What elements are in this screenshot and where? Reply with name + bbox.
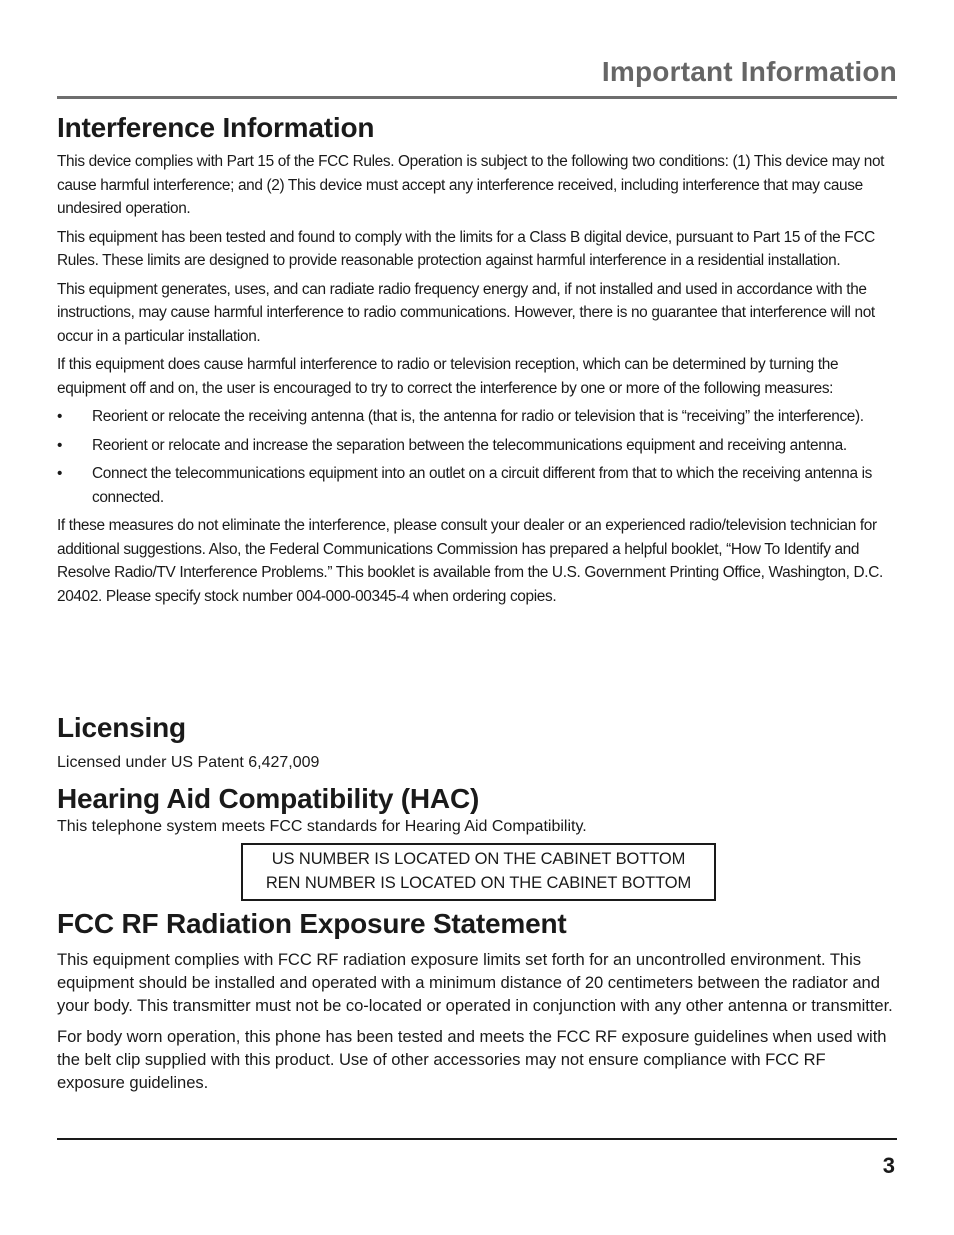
fcc-rf-paragraph: For body worn operation, this phone has been tested and meets the FCC RF exposure guidelines when used with the belt clip supplied with this product. Use of other accessories may not ensure compliance with FCC RF exposure guidelines. [57, 1027, 887, 1092]
bullet-icon: • [57, 465, 63, 482]
fcc-rf-paragraph: This equipment complies with FCC RF radiation exposure limits set forth for an uncontrolled environment. This equipment should be installed and operated with a minimum distance of 20 centimeters between the radiator and your body. This transmitter must not be co-located or operated in conjunction with any other antenna or transmitter. [57, 950, 893, 1015]
interference-paragraph: If this equipment does cause harmful interference to radio or television reception, which can be determined by turning the equipment off and on, the user is encouraged to try to correct the interference by one or more of the following measures: [57, 356, 839, 397]
notice-line-us: US NUMBER IS LOCATED ON THE CABINET BOTTOM [271, 850, 686, 868]
interference-heading: Interference Information [57, 112, 375, 143]
interference-body [57, 150, 897, 608]
list-item-text: Reorient or relocate the receiving antenna (that is, the antenna for radio or television that is “receiving” the interference). [92, 408, 864, 425]
notice-line-ren: REN NUMBER IS LOCATED ON THE CABINET BOTTOM [265, 874, 692, 892]
header-rule [57, 96, 897, 99]
list-item [57, 434, 897, 458]
fcc-rf-body [57, 948, 897, 1094]
fcc-rf-heading: FCC RF Radiation Exposure Statement [57, 908, 567, 939]
bullet-icon: • [57, 436, 63, 454]
cabinet-notice-box [241, 843, 716, 901]
page-number: 3 [882, 1153, 895, 1178]
hac-section [57, 781, 897, 837]
list-item-text: Reorient or relocate and increase the separation between the telecommunications equipment and receiving antenna. [92, 436, 847, 454]
list-item [57, 405, 897, 429]
hac-text: This telephone system meets FCC standards for Hearing Aid Compatibility. [57, 818, 587, 835]
interference-section [57, 110, 897, 613]
licensing-text: Licensed under US Patent 6,427,009 [57, 754, 320, 771]
interference-closing: If these measures do not eliminate the interference, please consult your dealer or an experienced radio/television technician for additional suggestions. Also, the Federal Communications Commission has prepared a helpful booklet, “How To Identify and Resolve Radio/TV Interference Problems.” This booklet is available from the U.S. Government Printing Office, Washington, D.C. 20402. Please specify stock number 004-000-00345-4 when ordering copies. [57, 517, 883, 605]
licensing-heading: Licensing [57, 712, 186, 743]
bullet-icon: • [57, 408, 63, 425]
hac-heading: Hearing Aid Compatibility (HAC) [57, 783, 480, 814]
running-header: Important Information [601, 56, 897, 87]
list-item-text: Connect the telecommunications equipment into an outlet on a circuit different from that to which the receiving antenna is connected. [92, 465, 873, 506]
licensing-section [57, 710, 897, 774]
list-item [57, 462, 897, 509]
interference-paragraph: This device complies with Part 15 of the FCC Rules. Operation is subject to the following two conditions: (1) This device may not cause harmful interference; and (2) This device must accept any interference received, including interference that may cause undesired operation. [57, 153, 885, 217]
footer-rule [57, 1138, 897, 1140]
fcc-rf-section [57, 906, 897, 1102]
measures-list [57, 405, 897, 509]
interference-paragraph: This equipment generates, uses, and can radiate radio frequency energy and, if not installed and used in accordance with the instructions, may cause harmful interference to radio communications. However, there is no guarantee that interference will not occur in a particular installation. [57, 280, 875, 345]
interference-paragraph: This equipment has been tested and found to comply with the limits for a Class B digital device, pursuant to Part 15 of the FCC Rules. These limits are designed to provide reasonable protection against harmful interference in a residential installation. [57, 228, 875, 269]
